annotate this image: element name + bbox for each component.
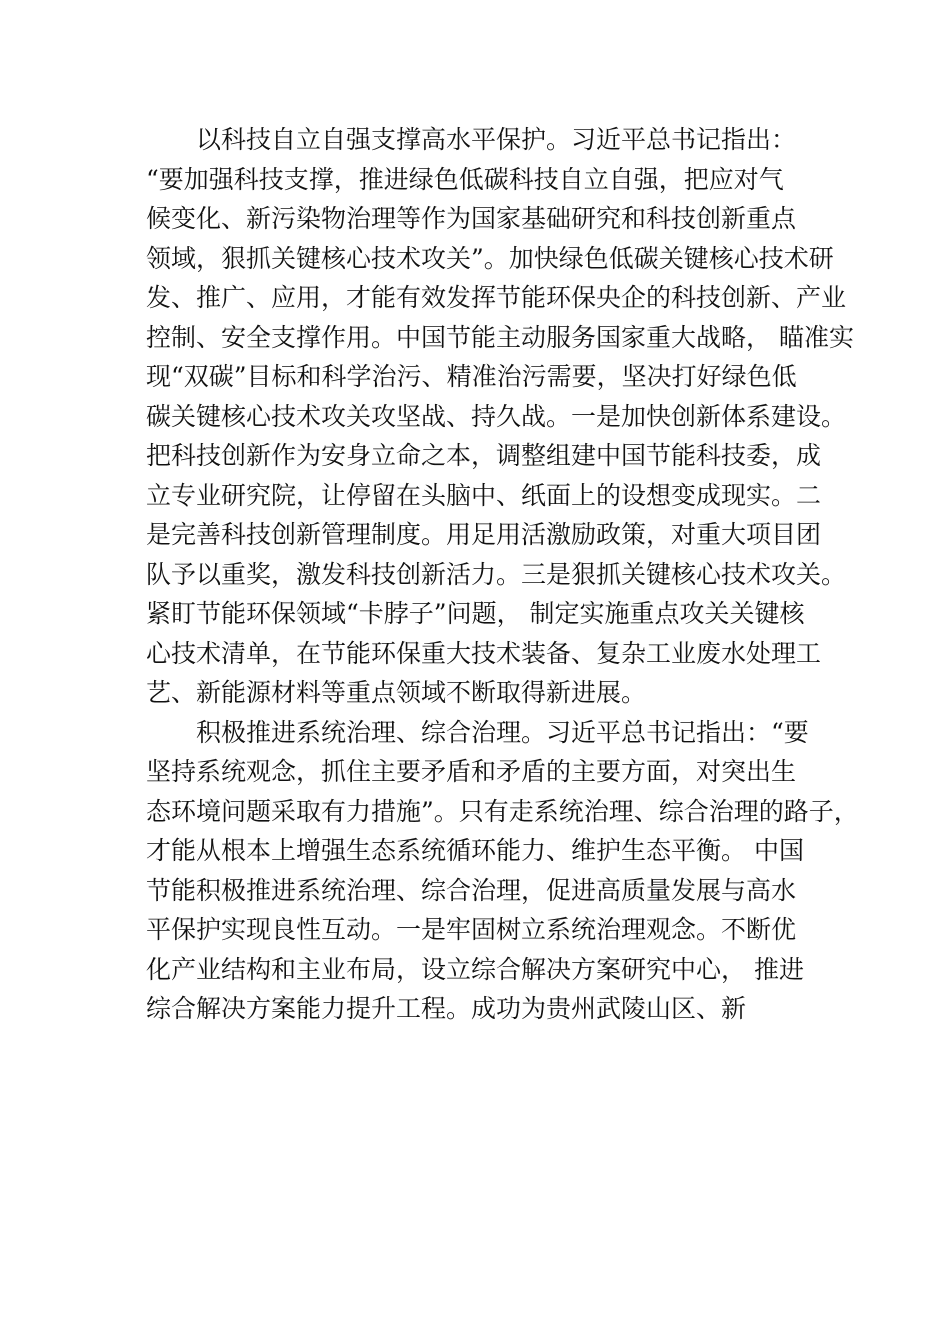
text-line: 以科技自立自强支撑高水平保护。习近平总书记指出： (146, 125, 797, 154)
body-text (146, 120, 859, 1029)
text-line: 是完善科技创新管理制度。用足用活激励政策，对重大项目团 (146, 520, 822, 549)
text-line: 平保护实现良性互动。一是牢固树立系统治理观念。不断优 (146, 915, 797, 944)
text-line: 把科技创新作为安身立命之本，调整组建中国节能科技委，成 (146, 441, 822, 470)
text-line: 碳关键核心技术攻关攻坚战、持久战。一是加快创新体系建设。 (146, 401, 847, 431)
text-line: 坚持系统观念，抓住主要矛盾和矛盾的主要方面，对突出生 (146, 757, 797, 786)
text-line: 发、推广、应用，才能有效发挥节能环保央企的科技创新、产业 (146, 283, 847, 312)
text-line: 现“双碳”目标和科学治污、精准治污需要，坚决打好绿色低 (146, 362, 797, 391)
text-line: 艺、新能源材料等重点领域不断取得新进展。 (146, 678, 647, 707)
text-line: 才能从根本上增强生态系统循环能力、维护生态平衡。 中国 (146, 836, 804, 865)
text-line: 心技术清单，在节能环保重大技术装备、复杂工业废水处理工 (146, 638, 822, 668)
text-line: 综合解决方案能力提升工程。成功为贵州武陵山区、新 (146, 994, 747, 1023)
text-line: 立专业研究院，让停留在头脑中、纸面上的设想变成现实。二 (146, 480, 822, 510)
text-line: 领域，狠抓关键核心技术攻关”。加快绿色低碳关键核心技术研 (146, 243, 834, 273)
text-line: 化产业结构和主业布局，设立综合解决方案研究中心， 推进 (146, 954, 804, 984)
text-line: 节能积极推进系统治理、综合治理，促进高质量发展与高水 (146, 875, 797, 905)
text-line: 积极推进系统治理、综合治理。习近平总书记指出：“要 (146, 717, 809, 747)
text-line: “要加强科技支撑，推进绿色低碳科技自立自强，把应对气 (146, 164, 784, 194)
text-line: 紧盯节能环保领域“卡脖子”问题， 制定实施重点攻关关键核 (146, 599, 805, 628)
text-line: 候变化、新污染物治理等作为国家基础研究和科技创新重点 (146, 204, 797, 233)
text-line: 态环境问题采取有力措施”。只有走系统治理、综合治理的路子， (146, 796, 859, 826)
text-line: 控制、安全支撑作用。中国节能主动服务国家重大战略， 瞄准实 (146, 322, 854, 352)
text-line: 队予以重奖，激发科技创新活力。三是狠抓关键核心技术攻关。 (146, 559, 847, 589)
